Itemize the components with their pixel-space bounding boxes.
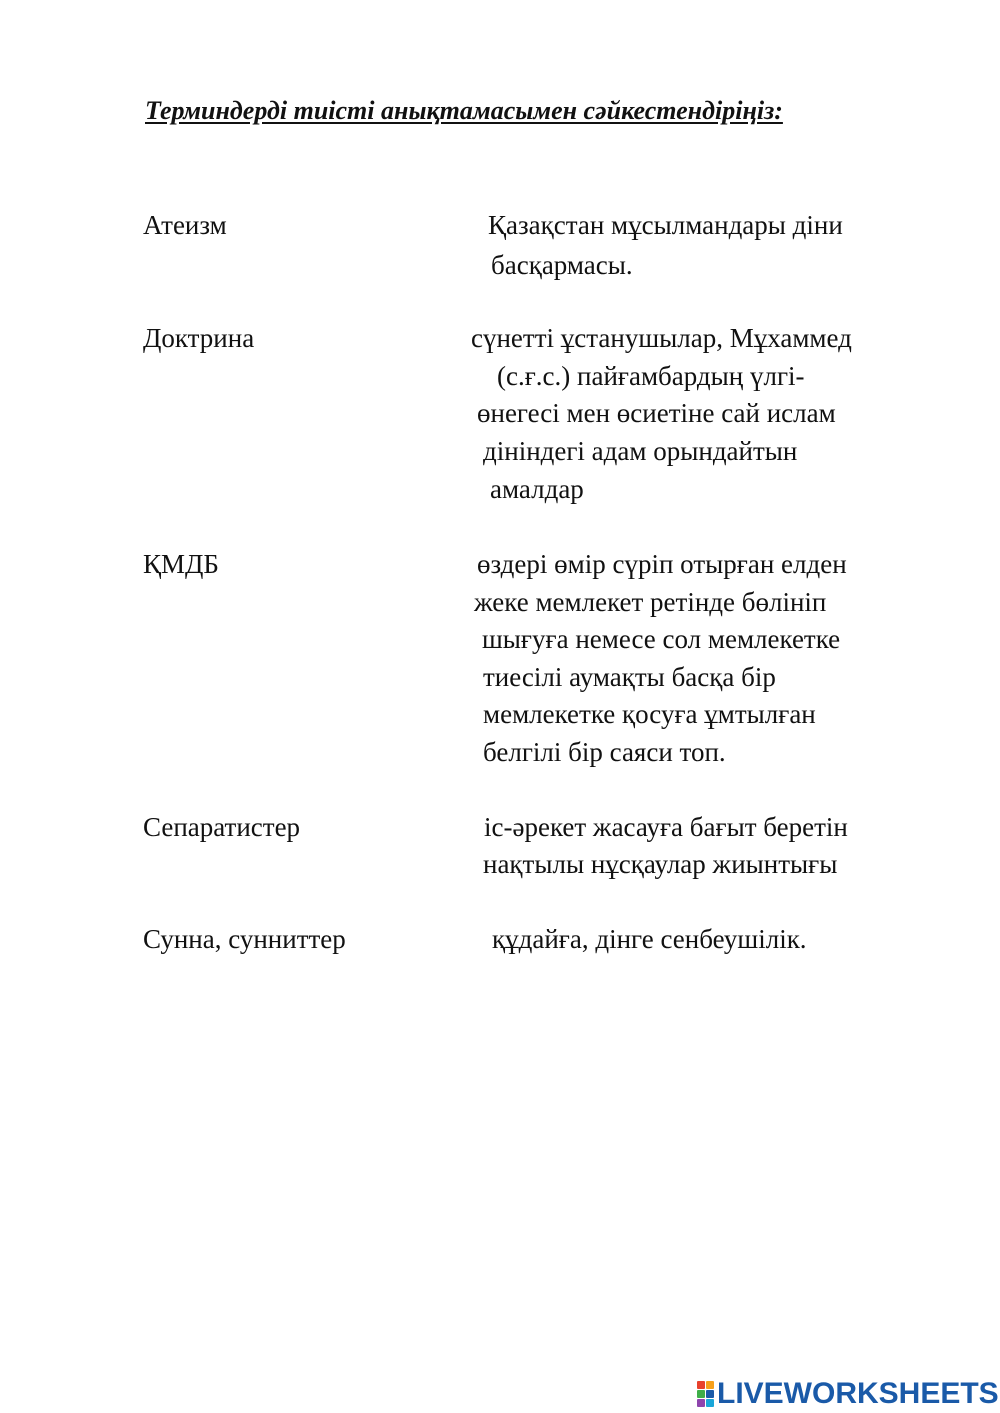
definition-line: тиесілі аумақты басқа бір [483,662,776,692]
term-sunna: Сунна, сунниттер [143,924,346,954]
logo-square [697,1390,705,1398]
definition-line: өздері өмір сүріп отырған елден [477,549,847,579]
definition-line: Қазақстан мұсылмандары діни [488,210,843,240]
definition-line: шығуға немесе сол мемлекетке [482,624,841,654]
logo-square [706,1390,714,1398]
definition-line: сүнетті ұстанушылар, Мұхаммед [471,323,852,353]
page-title: Терминдерді тиісті анықтамасымен сәйкестендіріңіз: [145,96,783,125]
definition-line: нақтылы нұсқаулар жиынтығы [483,849,838,879]
definition-line: амалдар [490,474,584,504]
logo-square [697,1381,705,1389]
definition-line: мемлекетке қосуға ұмтылған [483,699,816,729]
liveworksheets-logo-icon [697,1381,713,1407]
logo-square [706,1381,714,1389]
definition-line: белгілі бір саяси топ. [483,737,726,767]
term-qmdb: ҚМДБ [143,549,219,579]
term-ateism: Атеизм [143,210,227,240]
term-separatists: Сепаратистер [143,812,301,842]
term-doctrine: Доктрина [143,323,255,353]
definition-line: (с.ғ.с.) пайғамбардың үлгі- [497,361,805,391]
definition-line: жеке мемлекет ретінде бөлініп [474,587,827,617]
logo-square [706,1399,714,1407]
liveworksheets-logo-text: LIVEWORKSHEETS [717,1377,999,1410]
definition-line: іс-әрекет жасауға бағыт беретін [484,812,848,842]
liveworksheets-logo[interactable] [697,1376,999,1412]
definition-line: басқармасы. [491,250,633,280]
definition-line: дініндегі адам орындайтын [483,436,798,466]
logo-square [697,1399,705,1407]
definition-line: құдайға, дінге сенбеушілік. [492,924,807,954]
definition-line: өнегесі мен өсиетіне сай ислам [477,398,836,428]
